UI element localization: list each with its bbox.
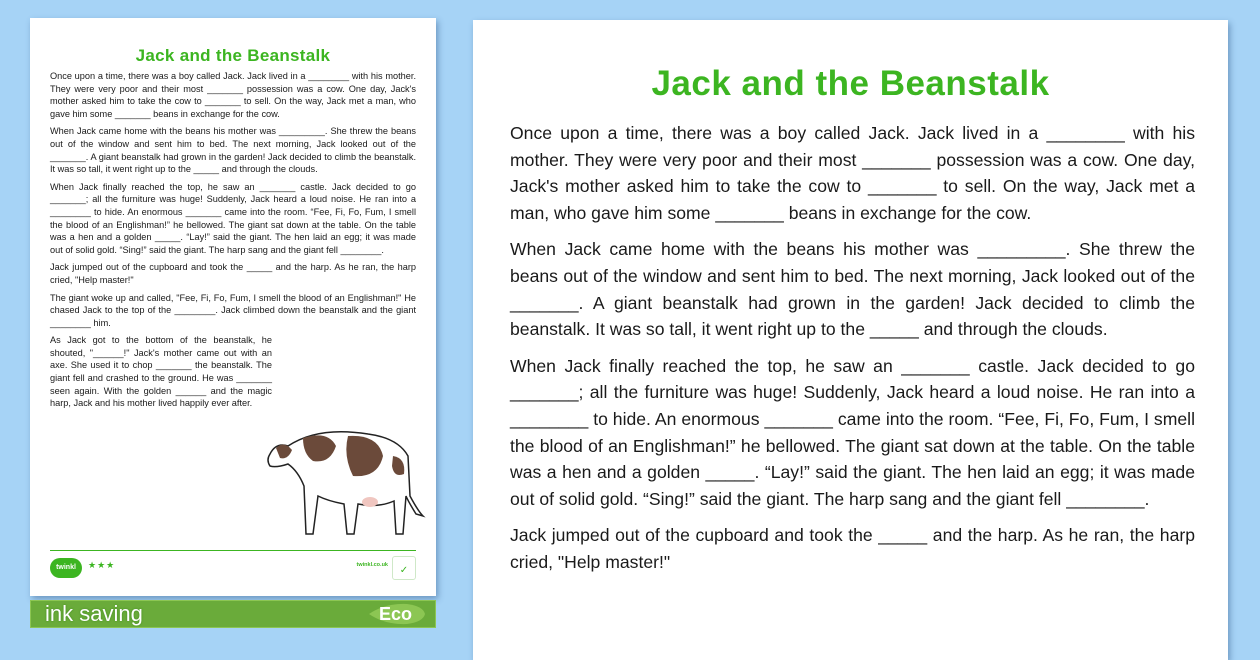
paragraph: When Jack came home with the beans his mother was _________. She threw the beans out of the window and sent him to bed. The next morning, Jack looked out of the _______. A giant beanstalk had grown in the garden! Jack decided to climb the beanstalk. It was so tall, it went right up to the _____ and through the clouds. xyxy=(510,239,1195,340)
worksheet-body xyxy=(50,70,416,415)
worksheet-title: Jack and the Beanstalk xyxy=(651,64,1050,103)
paragraph: When Jack finally reached the top, he saw an _______ castle. Jack decided to go _______; all the furniture was huge! Suddenly, Jack heard a loud noise. He ran into a ________ to hide. An enormous _______ came into the room. “Fee, Fi, Fo, Fum, I smell the blood of an Englishman!” he bellowed. The giant sat down at the table. On the table was a hen and a golden _____. “Lay!” said the giant. The hen laid an egg; it was made out of solid gold. “Sing!” said the giant. The harp sang and the giant fell ________. xyxy=(510,355,1195,509)
ink-saving-banner xyxy=(30,600,436,628)
worksheet-title: Jack and the Beanstalk xyxy=(135,46,331,65)
paragraph: The giant woke up and called, "Fee, Fi, Fo, Fum, I smell the blood of an Englishman!" He chased Jack to the top of the ________. Jack climbed down the beanstalk and the giant ________ him. xyxy=(50,292,416,328)
twinkl-logo: twinkl xyxy=(50,558,82,578)
paragraph: Once upon a time, there was a boy called Jack. Jack lived in a ________ with his mother. They were very poor and their most _______ possession was a cow. One day, Jack's mother asked him to take the cow to _______ to sell. On the way, Jack met a man, who gave him some _______ beans in exchange for the cow. xyxy=(50,71,416,119)
worksheet-thumbnail xyxy=(30,18,436,596)
paragraph: As Jack got to the bottom of the beanstalk, he shouted, "______!" Jack's mother came out with an axe. She used it to chop _______ the beanstalk. The giant fell and crashed to the ground. He was _______ seen again. With the golden ______ and the magic harp, Jack and his mother lived happily ever after. xyxy=(50,335,272,409)
paragraph: Jack jumped out of the cupboard and took the _____ and the harp. As he ran, the harp cried, "Help master!" xyxy=(50,262,416,285)
eco-label: Eco xyxy=(379,604,413,624)
worksheet-zoomed xyxy=(473,20,1228,660)
paragraph: When Jack came home with the beans his mother was _________. She threw the beans out of the window and sent him to bed. The next morning, Jack looked out of the _______. A giant beanstalk had grown in the garden! Jack decided to climb the beanstalk. It was so tall, it went right up to the _____ and through the clouds. xyxy=(50,126,416,175)
paragraph: When Jack finally reached the top, he saw an _______ castle. Jack decided to go _______; all the furniture was huge! Suddenly, Jack heard a loud noise. He ran into a ________ to hide. An enormous _______ came into the room. “Fee, Fi, Fo, Fum, I smell the blood of an Englishman!” he bellowed. The giant sat down at the table. On the table was a hen and a golden _____. “Lay!” said the giant. The hen laid an egg; it was made out of solid gold. “Sing!” said the giant. The harp sang and the giant fell ________. xyxy=(50,181,416,255)
worksheet-body xyxy=(510,120,1195,586)
ink-saving-label: ink saving xyxy=(45,601,143,626)
paragraph: Once upon a time, there was a boy called Jack. Jack lived in a ________ with his mother. They were very poor and their most _______ possession was a cow. One day, Jack's mother asked him to take the cow to _______ to sell. On the way, Jack met a man, who gave him some _______ beans in exchange for the cow. xyxy=(510,123,1195,223)
cow-illustration xyxy=(258,416,428,541)
site-url: twinkl.co.uk xyxy=(356,562,388,568)
check-icon: ✓ xyxy=(392,556,416,580)
footer-divider xyxy=(50,550,416,551)
rating-stars: ★★★ xyxy=(88,560,116,570)
paragraph: Jack jumped out of the cupboard and took the _____ and the harp. As he ran, the harp cried, "Help master!" xyxy=(510,525,1195,572)
eco-badge xyxy=(367,601,427,627)
